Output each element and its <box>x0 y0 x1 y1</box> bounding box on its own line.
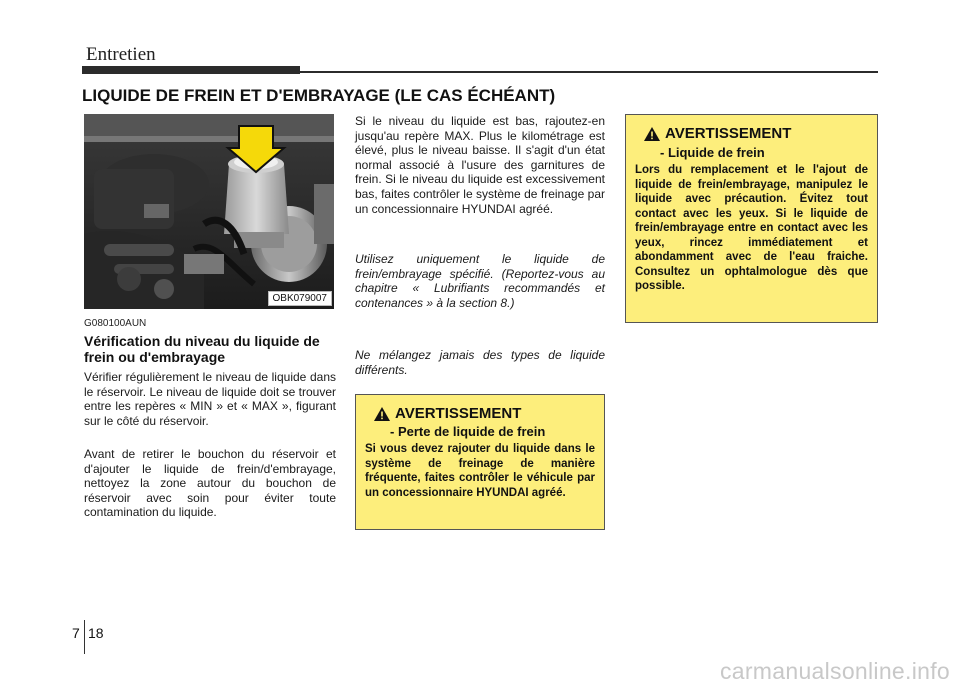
page-number: 18 <box>88 625 104 641</box>
watermark: carmanualsonline.info <box>719 658 950 684</box>
italic-note: Utilisez uniquement le liquide de frein/embrayage spécifié. (Reportez-vous au chapitre « Lubrifiants recommandés et contenances » à la section 8.) <box>355 252 605 310</box>
paragraph: Avant de retirer le bouchon du réservoir et d'ajouter le liquide de frein/d'embrayage, nettoyez la zone autour du bouchon de réservoir avec soin pour éviter toute contamination du liquide. <box>84 447 336 520</box>
page-title: LIQUIDE DE FREIN ET D'EMBRAYAGE (LE CAS ÉCHÉANT) <box>82 86 556 105</box>
chapter-number: 7 <box>72 625 80 641</box>
warning-title: AVERTISSEMENT <box>665 125 792 142</box>
warning-triangle-icon <box>644 127 660 141</box>
warning-triangle-icon <box>374 407 390 421</box>
section-header: Entretien <box>86 44 156 65</box>
warning-header <box>374 405 521 422</box>
header-rule-thick <box>82 66 300 74</box>
warning-box-fluid-loss <box>355 394 605 530</box>
subheading: Vérification du niveau du liquide de frein ou d'embrayage <box>84 333 320 365</box>
engine-illustration <box>84 114 334 309</box>
header-rule-thin <box>300 71 878 73</box>
warning-title: AVERTISSEMENT <box>395 405 522 422</box>
page-number-divider <box>84 620 85 654</box>
reference-code: G080100AUN <box>84 318 147 329</box>
engine-bay-photo <box>84 114 334 309</box>
warning-body: Si vous devez rajouter du liquide dans le système de freinage de manière fréquente, faites contrôler le véhicule par un concessionnaire HYUNDAI agréé. <box>365 443 595 499</box>
warning-header <box>644 125 791 142</box>
italic-note: Ne mélangez jamais des types de liquide différents. <box>355 348 605 377</box>
paragraph: Si le niveau du liquide est bas, rajoutez-en jusqu'au repère MAX. Plus le kilométrage est élevé, plus le niveau baisse. Il s'agit d'un état normal associé à l'usure des garnitures de frein. Si le niveau du liquide est excessivement bas, faites contrôler le système de freinage par un concessionnaire HYUNDAI agréé. <box>355 114 605 216</box>
warning-box-brake-fluid <box>625 114 878 323</box>
figure-code: OBK079007 <box>268 291 333 306</box>
warning-subtitle: - Perte de liquide de frein <box>390 424 546 439</box>
warning-subtitle: - Liquide de frein <box>660 145 765 160</box>
paragraph: Vérifier régulièrement le niveau de liquide dans le réservoir. Le niveau de liquide doit se trouver entre les repères « MIN » et « MAX », figurant sur le côté du réservoir. <box>84 370 336 428</box>
warning-body: Lors du remplacement et le l'ajout de liquide de frein/embrayage, manipulez le liquide avec précaution. Évitez tout contact avec les yeux. Si le liquide de frein/embrayage entre en contact avec les yeux, rincez immédiatement et abondamment avec de l'eau fraiche. Consultez un ophtalmologue dès que possible. <box>635 164 868 292</box>
